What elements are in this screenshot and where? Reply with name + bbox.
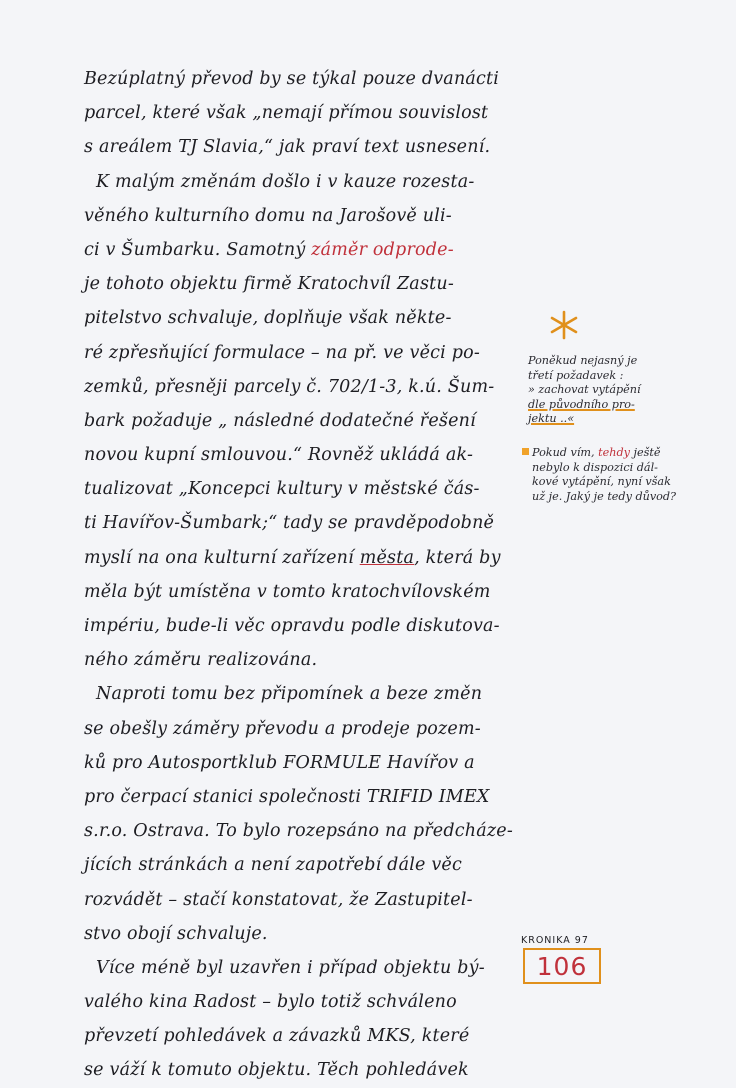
text-line-4: K malým změnám došlo i v kauze rozesta-	[96, 171, 475, 192]
page-number: 106	[523, 948, 601, 984]
text-line-6-start: ci v Šumbarku. Samotný	[84, 239, 306, 260]
text-line-24: jících stránkách a není zapotřebí dále věc	[84, 855, 462, 876]
text-line-26: stvo obojí schvaluje.	[84, 923, 268, 944]
note2-red-word: tehdy	[598, 446, 630, 459]
text-line-15-end: , která by	[414, 547, 501, 568]
text-line-18: ného záměru realizována.	[84, 650, 318, 671]
margin-note-line-4: dle původního pro-	[528, 397, 635, 411]
main-text	[84, 62, 524, 1088]
note2-post: ještě	[629, 446, 661, 459]
underlined-word: města	[359, 547, 415, 568]
margin-note-2-line-1	[522, 446, 718, 461]
red-phrase: záměr odprode-	[311, 239, 454, 260]
text-line-27: Více méně byl uzavřen i případ objektu bý-	[96, 957, 485, 978]
bullet-icon	[522, 448, 529, 455]
text-line-14: ti Havířov-Šumbark;“ tady se pravděpodobně	[84, 513, 495, 534]
text-line-21: ků pro Autosportklub FORMULE Havířov a	[84, 752, 475, 773]
text-line-30: se váží k tomuto objektu. Těch pohledávek	[84, 1060, 469, 1081]
text-line-17: impériu, bude-li věc opravdu podle diskutova-	[84, 616, 500, 636]
margin-note-2-line-2: nebylo k dispozici dál-	[532, 460, 658, 474]
text-line-6	[84, 233, 524, 267]
text-line-23: s.r.o. Ostrava. To bylo rozepsáno na předcháze-	[84, 821, 513, 842]
margin-note-2-line-3: kové vytápění, nyní však	[532, 475, 671, 489]
text-line-13: tualizovat „Koncepci kultury v městské čás-	[84, 479, 480, 500]
margin-note	[528, 354, 718, 427]
text-line-22: pro čerpací stanici společnosti TRIFID IMEX	[84, 786, 490, 807]
margin-note-line-5: jektu ..«	[528, 412, 575, 426]
text-line-25: rozvádět – stačí konstatovat, že Zastupitel-	[84, 889, 473, 910]
chronicle-label: KRONIKA 97	[521, 935, 589, 946]
text-line-16: měla být umístěna v tomto kratochvílovském	[84, 581, 491, 602]
text-line-1: Bezúplatný převod by se týkal pouze dvanácti	[84, 69, 500, 89]
text-line-7: je tohoto objektu firmě Kratochvíl Zastu-	[84, 274, 454, 295]
margin-note-line-2: třetí požadavek :	[528, 368, 624, 382]
text-line-15-start: myslí na ona kulturní zařízení	[84, 547, 354, 568]
margin-note-line-1: Poněkud nejasný je	[528, 354, 638, 367]
asterisk-icon	[549, 310, 579, 340]
text-line-10: zemků, přesněji parcely č. 702/1-3, k.ú. Šum-	[84, 376, 495, 397]
text-line-2: parcel, které však „nemají přímou souvislost	[84, 103, 489, 124]
margin-note-2-line-4: už je. Jaký je tedy důvod?	[532, 489, 677, 503]
text-line-9: ré zpřesňující formulace – na př. ve věci po-	[84, 342, 480, 363]
text-line-5: věného kulturního domu na Jarošově uli-	[84, 205, 452, 226]
text-line-8: pitelstvo schvaluje, doplňuje však někte-	[84, 308, 452, 329]
text-line-28: valého kina Radost – bylo totiž schváleno	[84, 992, 457, 1013]
text-line-20: se obešly záměry převodu a prodeje pozem-	[84, 718, 481, 739]
margin-note-line-3: » zachovat vytápění	[528, 383, 641, 397]
text-line-29: převzetí pohledávek a závazků MKS, které	[84, 1026, 470, 1047]
margin-note-2	[522, 446, 718, 504]
note2-pre: Pokud vím,	[532, 446, 599, 459]
text-line-12: novou kupní smlouvou.“ Rovněž ukládá ak-	[84, 445, 474, 466]
text-line-19: Naproti tomu bez připomínek a beze změn	[96, 684, 483, 705]
text-line-3: s areálem TJ Slavia,“ jak praví text usnesení.	[84, 137, 491, 158]
text-line-11: bark požaduje „ následné dodatečné řešení	[84, 410, 476, 431]
text-line-15	[84, 541, 524, 575]
